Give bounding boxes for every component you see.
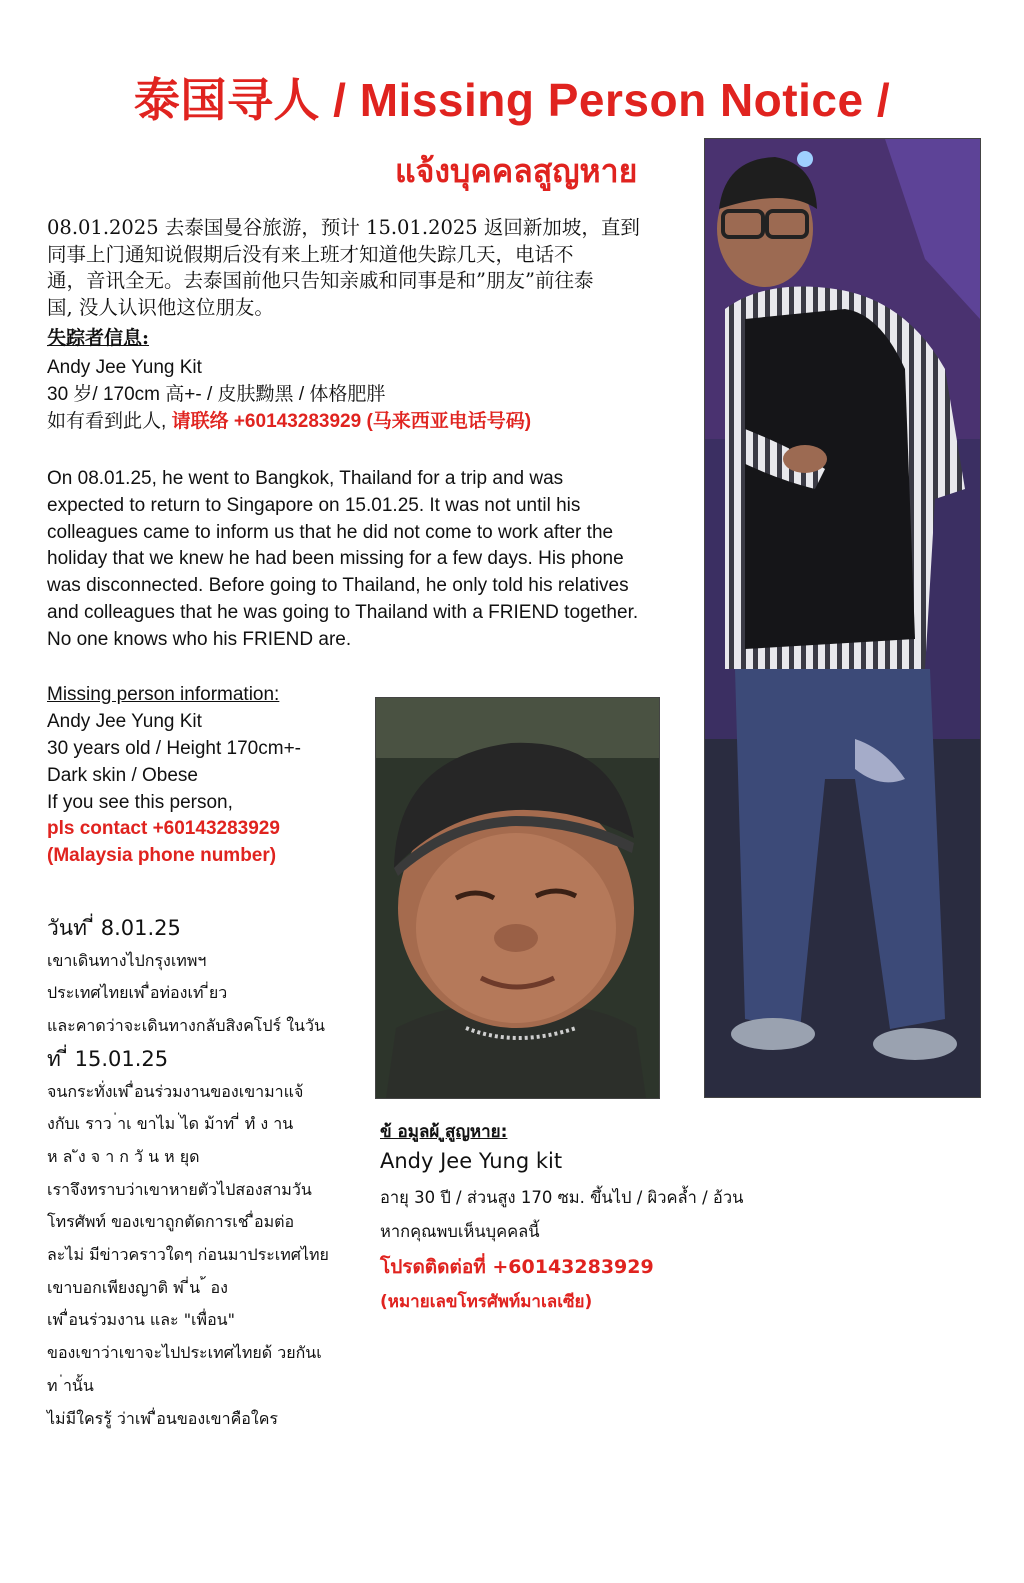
chinese-line: 国, 没人认识他这位朋友。 — [47, 295, 274, 319]
chinese-contact — [47, 408, 531, 435]
thai-line: ห ล ัง จ า ก วั น ห ยุด — [47, 1146, 200, 1166]
english-see-person: If you see this person, — [47, 792, 233, 813]
english-paragraph — [47, 466, 687, 654]
chinese-contact-prefix: 如有看到此人, — [47, 411, 172, 432]
full-body-photo — [704, 138, 981, 1098]
english-line: No one knows who his FRIEND are. — [47, 628, 352, 650]
english-age-height: 30 years old / Height 170cm+- — [47, 738, 301, 759]
chinese-paragraph — [47, 215, 677, 321]
english-contact: pls contact +60143283929 — [47, 818, 280, 839]
english-phone-note: (Malaysia phone number) — [47, 845, 277, 866]
thai-line: จนกระทั่งเพ ื่อนร่วมงานของเขามาแจ้ — [47, 1081, 304, 1101]
chinese-line: 同事上门通知说假期后没有来上班才知道他失踪几天，电话不 — [47, 242, 574, 266]
thai-line: วันท ี่ 8.01.25 — [47, 916, 181, 940]
english-line: holiday that we knew he had been missing for a few days. His phone — [47, 548, 624, 570]
thai-paragraph — [47, 912, 357, 1435]
thai-line: โทรศัพท์ ของเขาถูกตัดการเช ื่อมต่อ — [47, 1212, 295, 1232]
chinese-info-heading: 失踪者信息: — [47, 327, 150, 349]
page-title: 泰国寻人 / Missing Person Notice / — [133, 74, 891, 126]
english-line: colleagues came to inform us that he did not come to work after the — [47, 521, 614, 543]
thai-see-person: หากคุณพบเห็นบุคคลนี้ — [380, 1222, 540, 1241]
english-line: and colleagues that he was going to Thailand with a FRIEND together. — [47, 601, 639, 623]
chinese-contact-phone: 请联络 +60143283929 (马来西亚电话号码) — [171, 411, 532, 432]
thai-line: ไม่มีใครรู้ ว่าเพ ื่อนของเขาคือใคร — [47, 1408, 279, 1428]
thai-line: ท ี่ 15.01.25 — [47, 1046, 169, 1071]
chinese-line: 通，音讯全无。去泰国前他只告知亲戚和同事是和”朋友”前往泰 — [47, 269, 594, 292]
english-line: expected to return to Singapore on 15.01.25. It was not until his — [47, 494, 581, 516]
thai-line: เขาบอกเพียงญาติ พ ี่น ้ อง — [47, 1277, 228, 1297]
thai-phone-note: (หมายเลขโทรศัพท์มาเลเซีย) — [380, 1292, 593, 1312]
thai-line: ของเขาว่าเขาจะไปประเทศไทยด้ วยกันเ — [47, 1343, 322, 1363]
thai-line: เพ ื่อนร่วมงาน และ "เพื่อน" — [47, 1310, 235, 1330]
thai-info-heading: ข้ อมูลผ้ ูสูญหาย: — [380, 1122, 508, 1142]
english-name: Andy Jee Yung Kit — [47, 711, 202, 732]
chinese-name: Andy Jee Yung Kit — [47, 357, 202, 378]
thai-line: ประเทศไทยเพ ื่อท่องเท ี่ยว — [47, 983, 228, 1003]
thai-contact: โปรดติดต่อที่ +60143283929 — [380, 1256, 654, 1278]
english-line: On 08.01.25, he went to Bangkok, Thailand for a trip and was — [47, 468, 564, 489]
thai-line: และคาดว่าจะเดินทางกลับสิงคโปร์ ในวัน — [47, 1016, 325, 1036]
english-line: was disconnected. Before going to Thailand, he only told his relatives — [47, 575, 629, 597]
thai-name: Andy Jee Yung kit — [380, 1149, 563, 1173]
english-skin-build: Dark skin / Obese — [47, 765, 198, 786]
thai-line: ละไม่ มีข่าวคราวใดๆ ก่อนมาประเทศไทย — [47, 1245, 329, 1265]
chinese-line: 08.01.2025 去泰国曼谷旅游，预计 15.01.2025 返回新加坡，直到 — [47, 216, 640, 239]
face-photo — [375, 697, 660, 1099]
full-body-photo-illustration — [705, 139, 980, 1097]
face-photo-illustration — [376, 698, 659, 1098]
thai-line: เราจึงทราบว่าเขาหายตัวไปสองสามวัน — [47, 1179, 312, 1199]
thai-line: เขาเดินทางไปกรุงเทพฯ — [47, 950, 207, 970]
thai-details: อายุ 30 ปี / ส่วนสูง 170 ซม. ขึ้นไป / ผิวคล้ำ / อ้วน — [380, 1188, 744, 1207]
thai-line: ท ่านั้น — [47, 1375, 94, 1395]
chinese-details: 30 岁/ 170cm 高+- / 皮肤黝黑 / 体格肥胖 — [47, 384, 386, 405]
thai-line: งกับเ ราว ่าเ ขาไม ่ได ม้าท ี่ ทํ ง าน — [47, 1114, 294, 1134]
thai-title: แจ้งบุคคลสูญหาย — [395, 152, 638, 190]
english-info-heading: Missing person information: — [47, 684, 280, 705]
